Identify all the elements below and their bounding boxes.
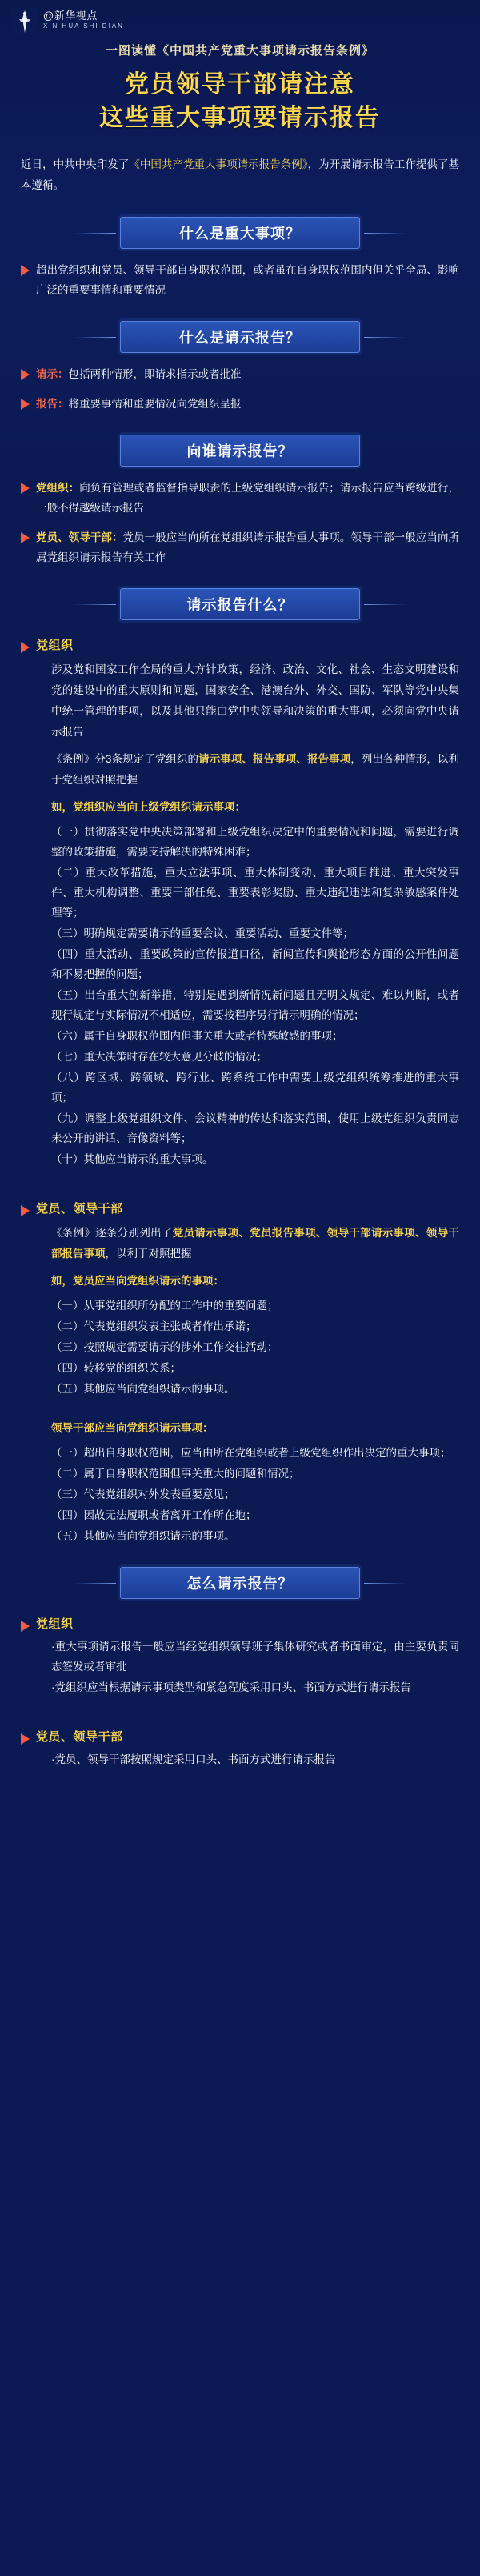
bullet-body: 向负有管理或者监督指导职责的上级党组织请示报告；请示报告应当跨级进行，一般不得越级请示报告	[36, 482, 460, 514]
triangle-bullet-icon	[21, 483, 30, 494]
section-banner-how-to-report	[120, 1567, 360, 1599]
list-item: （四）重大活动、重要政策的宣传报道口径，新闻宣传和舆论形态方面的公开性问题和不易把握的问题；	[51, 948, 459, 980]
triangle-bullet-icon	[21, 1733, 30, 1745]
list-item: （五）出台重大创新举措，特别是遇到新情况新问题且无明文规定、难以判断，或者现行规定与实际情况不相适应，需要按程序另行请示明确的情况；	[51, 989, 459, 1021]
list-item: （四）因故无法履职或者离开工作所在地；	[51, 1509, 257, 1521]
bullet-text	[36, 527, 459, 567]
brand-text	[43, 8, 124, 31]
bullet-block	[21, 364, 459, 384]
xinhua-logo-icon	[11, 8, 38, 35]
reg-text-highlight: 党员请示事项、党员报告事项、领导干部请示事项、领导干部报告事项	[51, 1227, 460, 1260]
banner-label: 向谁请示报告？	[186, 443, 294, 459]
triangle-bullet-icon	[21, 642, 30, 653]
how-group-heading-members-cadres	[21, 1728, 459, 1745]
list-item: （五）其他应当向党组织请示的事项。	[51, 1383, 235, 1395]
section-banner-to-whom	[120, 435, 360, 467]
triangle-bullet-icon	[21, 1621, 30, 1632]
list-item: （三）按照规定需要请示的涉外工作交往活动；	[51, 1341, 278, 1353]
group-heading-label: 党组织	[36, 639, 74, 652]
bullet-body: 包括两种情形，即请求指示或者批准	[68, 368, 242, 380]
hero-title-line1: 党员领导干部请注意	[125, 71, 355, 98]
bullet-text	[36, 364, 459, 384]
list-item: （三）明确规定需要请示的重要会议、重要活动、重要文件等；	[51, 927, 354, 939]
party-org-item-list	[51, 822, 459, 1169]
list-item: （七）重大决策时存在较大意见分歧的情况；	[51, 1051, 267, 1063]
party-org-subheading-label: 如，党组织应当向上级党组织请示事项：	[51, 801, 246, 813]
members-paragraph-1	[51, 1223, 459, 1264]
hero-kicker: 一图读懂《中国共产党重大事项请示报告条例》	[105, 44, 374, 58]
section-banner-what-is-report	[120, 321, 360, 353]
hero-title-line2: 这些重大事项要请示报告	[99, 105, 381, 131]
group-heading-party-org	[21, 636, 459, 653]
list-item: （八）跨区域、跨领域、跨行业、跨系统工作中需要上级党组织统筹推进的重大事项；	[51, 1072, 459, 1104]
bullet-lead: 党员、领导干部：	[36, 531, 123, 543]
group-heading-members-cadres	[21, 1200, 459, 1216]
triangle-bullet-icon	[21, 369, 30, 380]
brand-header	[0, 0, 480, 38]
reg-text-post: ，以利于对照把握	[105, 1248, 192, 1260]
banner-label: 什么是请示报告？	[179, 330, 301, 346]
bullet-lead: 党组织：	[36, 482, 80, 494]
list-item: （二）属于自身职权范围但事关重大的问题和情况；	[51, 1468, 300, 1480]
cadres-subheading	[51, 1418, 459, 1438]
party-org-paragraph-2	[51, 749, 459, 791]
group-heading-label: 党员、领导干部	[36, 1730, 123, 1744]
list-item: （一）贯彻落实党中央决策部署和上级党组织决定中的重要情况和问题，需要进行调整的政策措施，需要支持解决的特殊困难；	[51, 826, 459, 858]
triangle-bullet-icon	[21, 1205, 30, 1216]
members-subheading	[51, 1271, 459, 1291]
brand-pinyin: XIN HUA SHI DIAN	[43, 22, 124, 30]
list-item: （六）属于自身职权范围内但事关重大或者特殊敏感的事项；	[51, 1030, 343, 1042]
bullet-block	[21, 394, 459, 414]
bullet-block	[21, 478, 459, 518]
triangle-bullet-icon	[21, 532, 30, 543]
bullet-text: 超出党组织和党员、领导干部自身职权范围，或者虽在自身职权范围内但关乎全局、影响广泛的重要事情和重要情况	[36, 264, 459, 296]
how-group-heading-party-org	[21, 1615, 459, 1632]
list-item: （五）其他应当向党组织请示的事项。	[51, 1530, 235, 1542]
list-item: （九）调整上级党组织文件、会议精神的传达和落实范围，使用上级党组织负责同志未公开的讲话、音像资料等；	[51, 1112, 459, 1144]
bullet-lead: 报告：	[36, 398, 69, 410]
list-item: （十）其他应当请示的重大事项。	[51, 1153, 214, 1165]
list-item: （一）从事党组织所分配的工作中的重要问题；	[51, 1300, 278, 1312]
intro-paragraph	[21, 154, 459, 196]
banner-label: 什么是重大事项？	[179, 226, 301, 242]
intro-regulation-name: 《中国共产党重大事项请示报告条例》	[129, 158, 308, 170]
bullet-text	[36, 478, 459, 518]
section-banner-what-to-report	[120, 588, 360, 620]
how-party-org-list	[51, 1637, 459, 1697]
bullet-text	[36, 394, 459, 414]
list-item: （二）重大改革措施，重大立法事项、重大体制变动、重大项目推进、重大突发事件、重大机构调整、重要干部任免、重要表彰奖励、重大违纪违法和复杂敏感案件处理等；	[51, 867, 459, 919]
group-heading-label: 党员、领导干部	[36, 1202, 123, 1216]
cadres-subheading-label: 领导干部应当向党组织请示事项：	[51, 1422, 214, 1434]
list-item: （三）代表党组织对外发表重要意见；	[51, 1488, 235, 1500]
members-item-list	[51, 1296, 459, 1399]
list-item: ·党员、领导干部按照规定采用口头、书面方式进行请示报告	[51, 1753, 336, 1765]
banner-label: 怎么请示报告？	[186, 1576, 294, 1592]
list-item: （二）代表党组织发表主张或者作出承诺；	[51, 1320, 257, 1332]
reg-text-pre: 《条例》逐条分别列出了	[51, 1227, 173, 1239]
triangle-bullet-icon	[21, 399, 30, 410]
section-banner-major-matters	[120, 217, 360, 249]
intro-text-b: ，为开展请示报告工作提供了基本遵循。	[21, 158, 459, 191]
bullet-block	[21, 260, 459, 300]
intro-text-a: 近日，中共中央印发了	[21, 158, 130, 170]
how-members-list	[51, 1749, 459, 1769]
list-item: （四）转移党的组织关系；	[51, 1362, 181, 1374]
bullet-block	[21, 527, 459, 567]
party-org-paragraph-1: 涉及党和国家工作全局的重大方针政策，经济、政治、文化、社会、生态文明建设和党的建设中的重大原则和问题，国家安全、港澳台外、外交、国防、军队等党中央集中统一管理的事项，以及其他只能由党中央领导和决策的重大事项，必须向党中央请示报告	[51, 663, 459, 738]
list-item: ·重大事项请示报告一般应当经党组织领导班子集体研究或者书面审定，由主要负责同志签发或者审批	[51, 1641, 459, 1673]
reg-text-pre: 《条例》分3条规定了党组织的	[51, 753, 199, 765]
group-heading-label: 党组织	[36, 1617, 74, 1631]
brand-name: @新华视点	[43, 10, 98, 22]
cadres-item-list	[51, 1443, 459, 1546]
bullet-lead: 请示：	[36, 368, 69, 380]
bullet-body: 将重要事情和重要情况向党组织呈报	[68, 398, 242, 410]
list-item: （一）超出自身职权范围，应当由所在党组织或者上级党组织作出决定的重大事项；	[51, 1447, 451, 1459]
reg-text-post: ，列出各种情形，以利于党组织对照把握	[51, 753, 460, 786]
bullet-body: 党员一般应当向所在党组织请示报告重大事项。领导干部一般应当向所属党组织请示报告有关工作	[36, 531, 460, 563]
hero-section	[0, 38, 480, 140]
members-subheading-label: 如，党员应当向党组织请示的事项：	[51, 1275, 224, 1287]
reg-text-highlight: 请示事项、报告事项、报告事项	[198, 753, 351, 765]
party-org-subheading	[51, 797, 459, 817]
list-item: ·党组织应当根据请示事项类型和紧急程度采用口头、书面方式进行请示报告	[51, 1681, 411, 1693]
triangle-bullet-icon	[21, 265, 30, 276]
banner-label: 请示报告什么？	[186, 597, 294, 613]
